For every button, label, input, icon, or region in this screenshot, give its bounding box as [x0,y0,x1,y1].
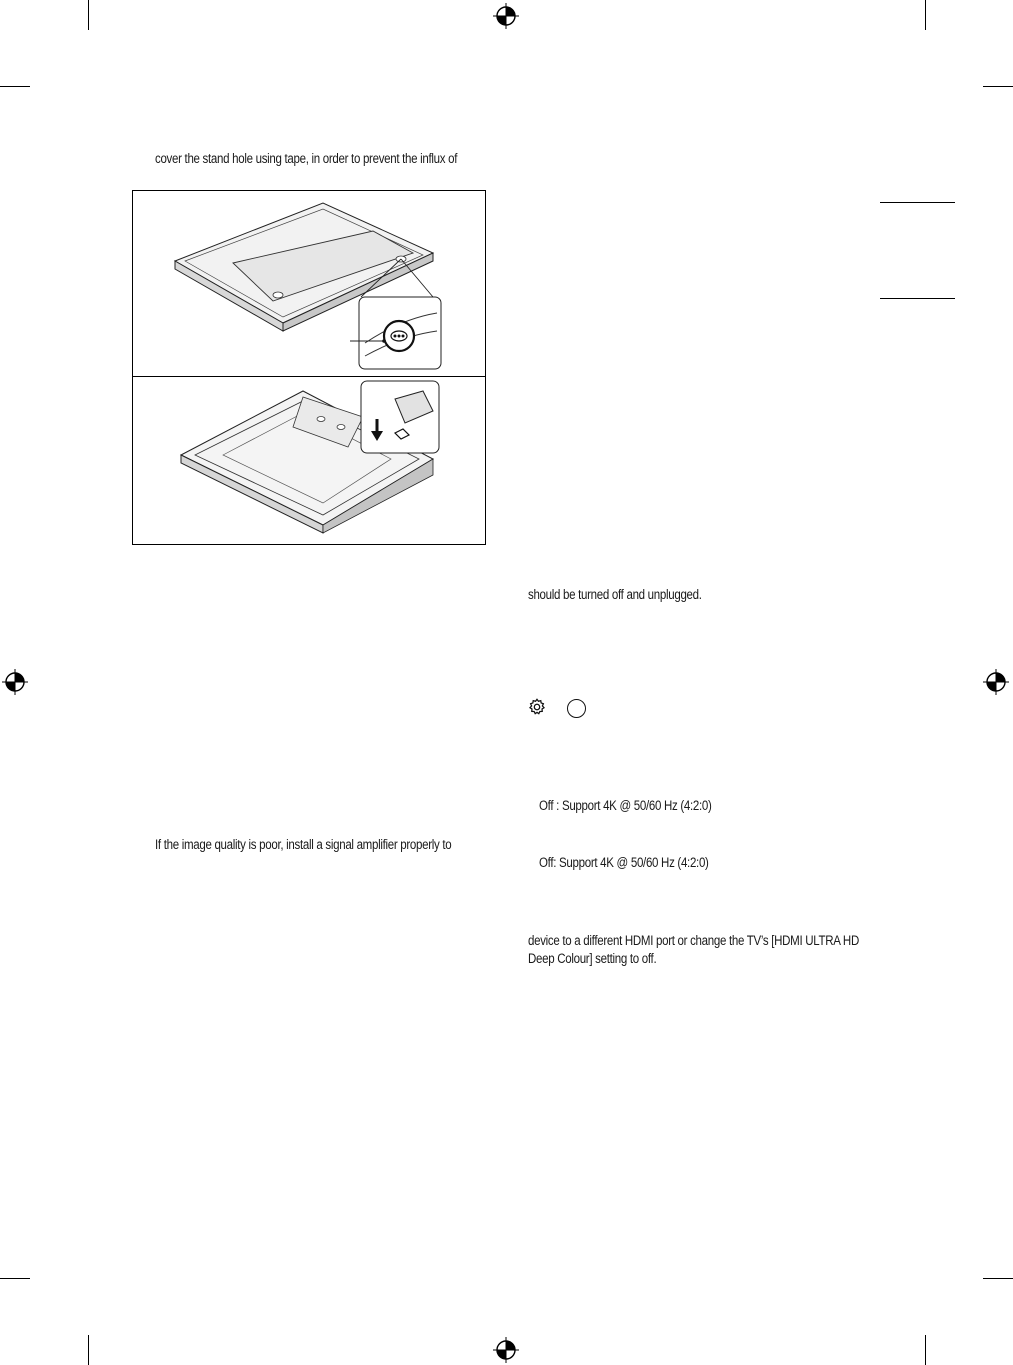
option-off-2: Off: Support 4K @ 50/60 Hz (4:2:0) [539,855,709,870]
left-text-line-1: cover the stand hole using tape, in order to prevent the influx of [155,151,458,166]
side-tab-rule-bottom [880,298,955,299]
stand-hole-tape-figure [132,190,486,545]
registration-mark-icon [2,669,28,695]
tv-back-illustration [133,191,485,376]
registration-mark-icon [983,669,1009,695]
tape-cover-illustration [133,377,485,543]
right-text-line-1: should be turned off and unplugged. [528,587,702,602]
crop-mark-top-right-v [925,0,926,30]
crop-mark-top-right-h [983,86,1013,87]
registration-mark-icon [493,3,519,29]
crop-mark-bottom-right-h [983,1278,1013,1279]
left-text-line-2: If the image quality is poor, install a signal amplifier properly to [155,837,452,852]
crop-mark-bottom-left-h [0,1278,30,1279]
right-paragraph-line-1: device to a different HDMI port or change the TV’s [HDMI ULTRA HD [528,933,859,948]
side-tab-rule-top [880,202,955,203]
crop-mark-bottom-left-v [88,1335,89,1365]
circle-button-icon [567,699,586,718]
crop-mark-top-left-v [88,0,89,30]
crop-mark-bottom-right-v [925,1335,926,1365]
crop-mark-top-left-h [0,86,30,87]
registration-mark-icon [493,1337,519,1363]
option-off-1: Off : Support 4K @ 50/60 Hz (4:2:0) [539,798,712,813]
right-paragraph-line-2: Deep Colour] setting to off. [528,951,657,966]
gear-icon [528,698,546,716]
